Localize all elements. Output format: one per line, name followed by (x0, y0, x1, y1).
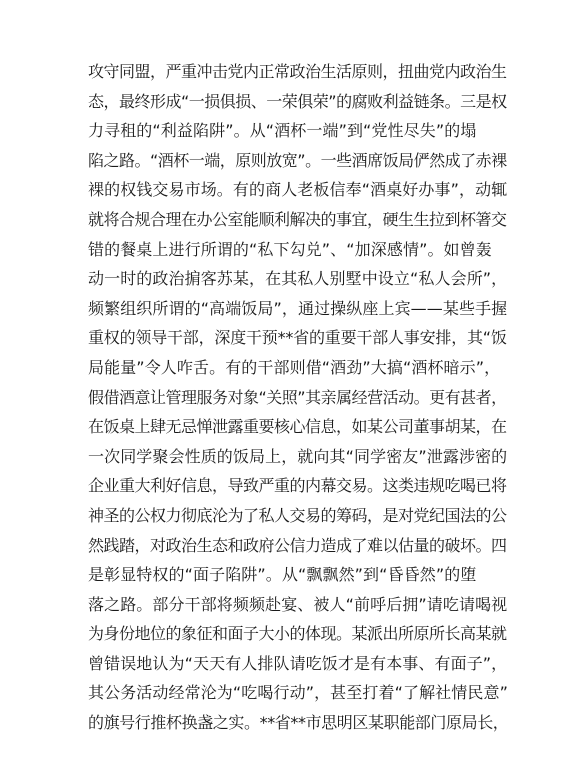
text-line: 为身份地位的象征和面子大小的体现。某派出所原所长高某就 (88, 624, 507, 644)
text-line: 陷之路。“酒杯一端，原则放宽”。一些酒席饭局俨然成了赤裸 (88, 150, 507, 170)
text-line: 落之路。部分干部将频频赴宴、被人“前呼后拥”请吃请喝视 (88, 594, 508, 614)
text-line: 的旗号行推杯换盏之实。**省**市思明区某职能部门原局长， (88, 713, 509, 733)
text-line: 在饭桌上肆无忌惮泄露重要核心信息，如某公司董事胡某，在 (88, 417, 507, 437)
text-line: 攻守同盟，严重冲击党内正常政治生活原则，扭曲党内政治生 (88, 62, 507, 81)
text-line: 重权的领导干部，深度干预**省的重要干部人事安排，其“饭 (88, 328, 507, 348)
text-line: 然践踏，对政治生态和政府公信力造成了难以估量的破坏。四 (88, 535, 507, 555)
text-line: 裸的权钱交易市场。有的商人老板信奉“酒桌好办事”，动辄 (88, 180, 508, 200)
text-line: 一次同学聚会性质的饭局上，就向其“同学密友”泄露涉密的 (88, 446, 508, 466)
text-line: 是彰显特权的“面子陷阱”。从“飘飘然”到“昏昏然”的堕 (88, 565, 477, 585)
text-line: 企业重大利好信息，导致严重的内幕交易。这类违规吃喝已将 (88, 476, 507, 496)
text-line: 假借酒意让管理服务对象“关照”其亲属经营活动。更有甚者， (88, 387, 507, 407)
text-line: 其公务活动经常沦为“吃喝行动”，甚至打着“了解社情民意” (88, 683, 508, 703)
text-line: 态，最终形成“一损俱损、一荣俱荣”的腐败利益链条。三是权 (88, 91, 507, 111)
text-line: 错的餐桌上进行所谓的“私下勾兑”、“加深感情”。如曾轰 (88, 239, 492, 259)
text-line: 力寻租的“利益陷阱”。从“酒杯一端”到“党性尽失”的塌 (88, 121, 477, 141)
text-line: 动一时的政治掮客苏某，在其私人别墅中设立“私人会所”， (88, 269, 508, 289)
text-line: 局能量”令人咋舌。有的干部则借“酒劲”大搞“酒杯暗示”， (88, 357, 501, 377)
text-line: 就将合规合理在办公室能顺利解决的事宜，硬生生拉到杯箸交 (88, 209, 507, 229)
text-line: 频繁组织所谓的“高端饭局”，通过操纵座上宾——某些手握 (88, 298, 508, 318)
text-line: 曾错误地认为“天天有人排队请吃饭才是有本事、有面子”， (88, 653, 508, 673)
body-paragraph (88, 57, 508, 738)
text-line: 神圣的公权力彻底沦为了私人交易的筹码，是对党纪国法的公 (88, 505, 507, 525)
